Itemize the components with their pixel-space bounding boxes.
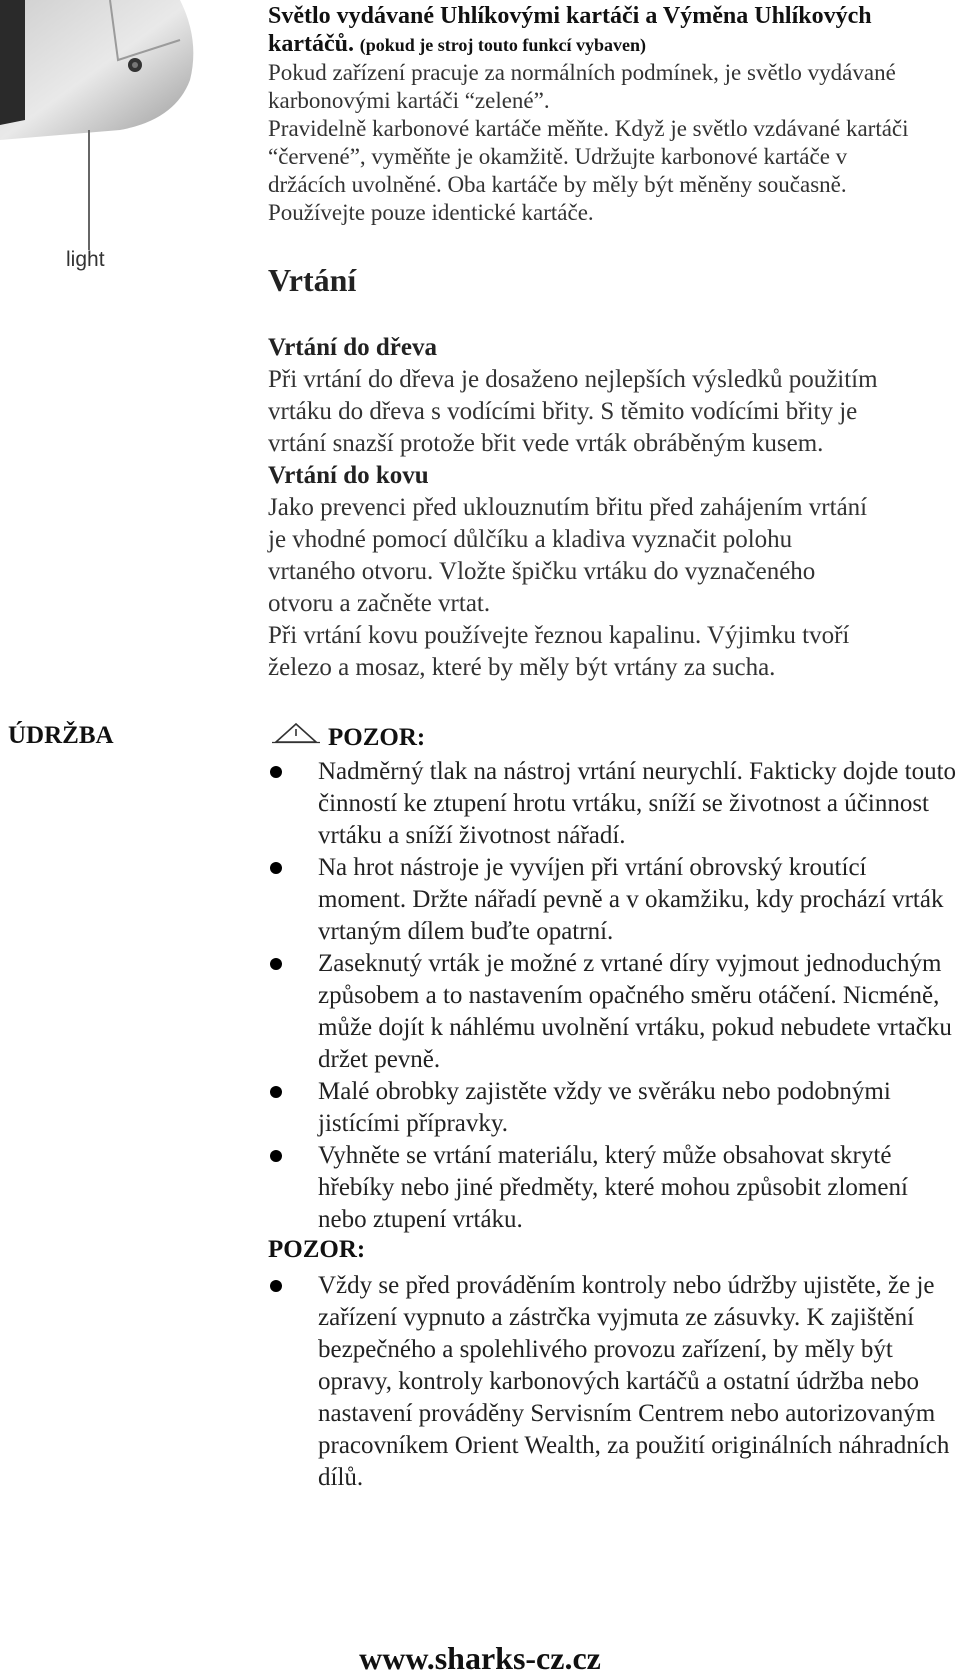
brush-line: Používejte pouze identické kartáče. [268, 200, 594, 225]
brush-line: karbonovými kartáči “zelené”. [268, 88, 550, 113]
wood-line: vrtání snazší protože břit vede vrták obráběným kusem. [268, 430, 824, 457]
list-item-text: Vyhněte se vrtání materiálu, který může obsahovat skryté hřebíky nebo jiné předměty, které mohou způsobit zlomení nebo ztupení vrtáku. [318, 1142, 908, 1233]
list-item-text: Zaseknutý vrták je možné z vrtané díry vyjmout jednoduchým způsobem a to nastavením opačného směru otáčení. Nicméně, může dojít k náhlému uvolnění vrtáku, pokud nebudete vrtačku držet pevně. [318, 950, 952, 1073]
list-item [268, 1140, 958, 1236]
brush-heading [268, 2, 948, 59]
list-item-text: Nadměrný tlak na nástroj vrtání neurychlí. Fakticky dojde touto činností ke ztupení hrotu vrtáku, sníží se životnost a účinnost vrtáku a sníží životnost nářadí. [318, 758, 957, 849]
metal-line: Jako prevenci před uklouznutím břitu před zahájením vrtání [268, 494, 868, 521]
list-item-text: Na hrot nástroje je vyvíjen při vrtání obrovský kroutící moment. Držte nářadí pevně a v okamžiku, kdy prochází vrták vrtaným dílem buďte opatrní. [318, 854, 944, 945]
caution-list-2 [268, 1270, 958, 1494]
list-item [268, 852, 958, 948]
brush-heading-text: Světlo vydávané Uhlíkovými kartáči a Výměna Uhlíkových kartáčů. [268, 3, 872, 57]
light-label: light [66, 248, 105, 271]
bullet-icon [270, 958, 282, 970]
drilling-title: Vrtání [268, 262, 357, 298]
bullet-icon [270, 862, 282, 874]
brush-line: Pravidelně karbonové kartáče měňte. Když je světlo vzdávané kartáči [268, 116, 909, 141]
brush-line: držácích uvolněné. Oba kartáče by měly být měněny současně. [268, 172, 847, 197]
metal-subtitle: Vrtání do kovu [268, 462, 429, 489]
bullet-icon [270, 1086, 282, 1098]
brush-heading-note: (pokud je stroj touto funkcí vybaven) [359, 35, 646, 55]
list-item [268, 756, 958, 852]
brush-line: Pokud zařízení pracuje za normálních podmínek, je světlo vydávané [268, 60, 896, 85]
metal-line: vrtaného otvoru. Vložte špičku vrtáku do vyznačeného [268, 558, 816, 585]
caution-heading-1 [272, 724, 425, 752]
caution-text-1: POZOR: [328, 724, 426, 751]
brush-line: “červené”, vyměňte je okamžitě. Udržujte karbonové kartáče v [268, 144, 848, 169]
wood-line: vrtáku do dřeva s vodícími břity. S těmito vodícími břity je [268, 398, 858, 425]
metal-line: otvoru a začněte vrtat. [268, 590, 491, 617]
drilling-section [268, 332, 948, 684]
list-item [268, 1270, 958, 1494]
metal-line: železo a mosaz, které by měly být vrtány za sucha. [268, 654, 776, 681]
list-item-text: Vždy se před prováděním kontroly nebo údržby ujistěte, že je zařízení vypnuto a zástrčka vyjmuta ze zásuvky. K zajištění bezpečného a spolehlivého provozu zařízení, by měly být opravy, kontroly karbonových kartáčů a ostatní údržba nebo nastavení prováděny Servisním Centrem nebo autorizovaným pracovníkem Orient Wealth, za použití originálních náhradních dílů. [318, 1272, 950, 1491]
drill-housing-photo [0, 0, 200, 150]
caution-heading-2: POZOR: [268, 1236, 366, 1263]
list-item [268, 948, 958, 1076]
list-item-text: Malé obrobky zajistěte vždy ve svěráku nebo podobnými jistícími přípravky. [318, 1078, 891, 1137]
callout-line [88, 130, 90, 250]
maintenance-label: ÚDRŽBA [8, 722, 114, 749]
list-item [268, 1076, 958, 1140]
metal-line: Při vrtání kovu používejte řeznou kapalinu. Výjimku tvoří [268, 622, 850, 649]
footer-url[interactable]: www.sharks-cz.cz [359, 1640, 601, 1676]
bullet-icon [270, 766, 282, 778]
metal-line: je vhodné pomocí důlčíku a kladiva vyznačit polohu [268, 526, 793, 553]
bullet-icon [270, 1280, 282, 1292]
brush-section [268, 2, 948, 227]
wood-line: Při vrtání do dřeva je dosaženo nejlepších výsledků použitím [268, 366, 878, 393]
wood-subtitle: Vrtání do dřeva [268, 334, 437, 361]
caution-list-1 [268, 756, 958, 1236]
bullet-icon [270, 1150, 282, 1162]
